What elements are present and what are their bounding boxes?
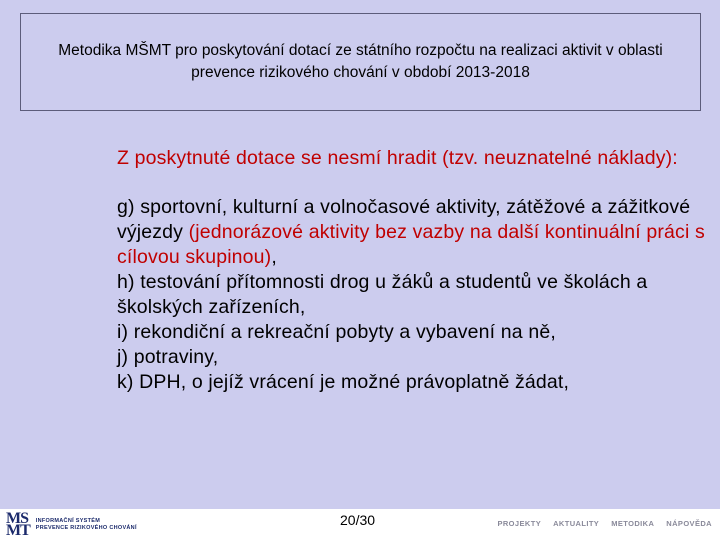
logo-line-2: PREVENCE RIZIKOVÉHO CHOVÁNÍ xyxy=(35,525,137,531)
footer-bar xyxy=(0,509,720,540)
nav-link-aktuality[interactable]: AKTUALITY xyxy=(553,519,600,528)
nav-link-napoveda[interactable]: NÁPOVĚDA xyxy=(666,519,712,528)
content-heading: Z poskytnuté dotace se nesmí hradit (tzv. neuznatelné náklady): xyxy=(117,147,678,169)
msmt-logo xyxy=(6,510,137,539)
nav-link-projekty[interactable]: PROJEKTY xyxy=(497,519,542,528)
slide-content xyxy=(117,146,712,395)
logo-text xyxy=(36,518,137,532)
list-item-h: h) testování přítomnosti drog u žáků a studentů ve školách a školských zařízeních, xyxy=(117,271,648,318)
spacer xyxy=(117,171,712,195)
logo-mark-bottom: MT xyxy=(6,522,30,539)
page-number: 20/30 xyxy=(340,512,376,528)
logo-line-1: INFORMAČNÍ SYSTÉM xyxy=(35,518,101,524)
item-g-text: g) sportovní, kulturní a volnočasové aktivity, zátěžové a zážitkové výjezdy xyxy=(117,196,691,243)
list-item-k: k) DPH, o jejíž vrácení je možné právoplatně žádat, xyxy=(117,371,570,393)
item-g-comma: , xyxy=(271,246,277,268)
list-item-i: i) rekondiční a rekreační pobyty a vybavení na ně, xyxy=(117,321,556,343)
footer-nav xyxy=(497,519,712,528)
item-g-note: (jednorázové aktivity bez vazby na další kontinuální práci s cílovou skupinou) xyxy=(117,221,705,268)
logo-mark-top: MS xyxy=(6,510,28,527)
list-item-j: j) potraviny, xyxy=(117,346,219,368)
slide-title: Metodika MŠMT pro poskytování dotací ze státního rozpočtu na realizaci aktivit v oblasti prevence rizikového chování v období 2013-2018 xyxy=(58,42,663,81)
slide-title-box xyxy=(20,13,701,111)
list-item-g xyxy=(117,195,712,270)
nav-link-metodika[interactable]: METODIKA xyxy=(611,519,655,528)
logo-mark xyxy=(6,510,30,539)
